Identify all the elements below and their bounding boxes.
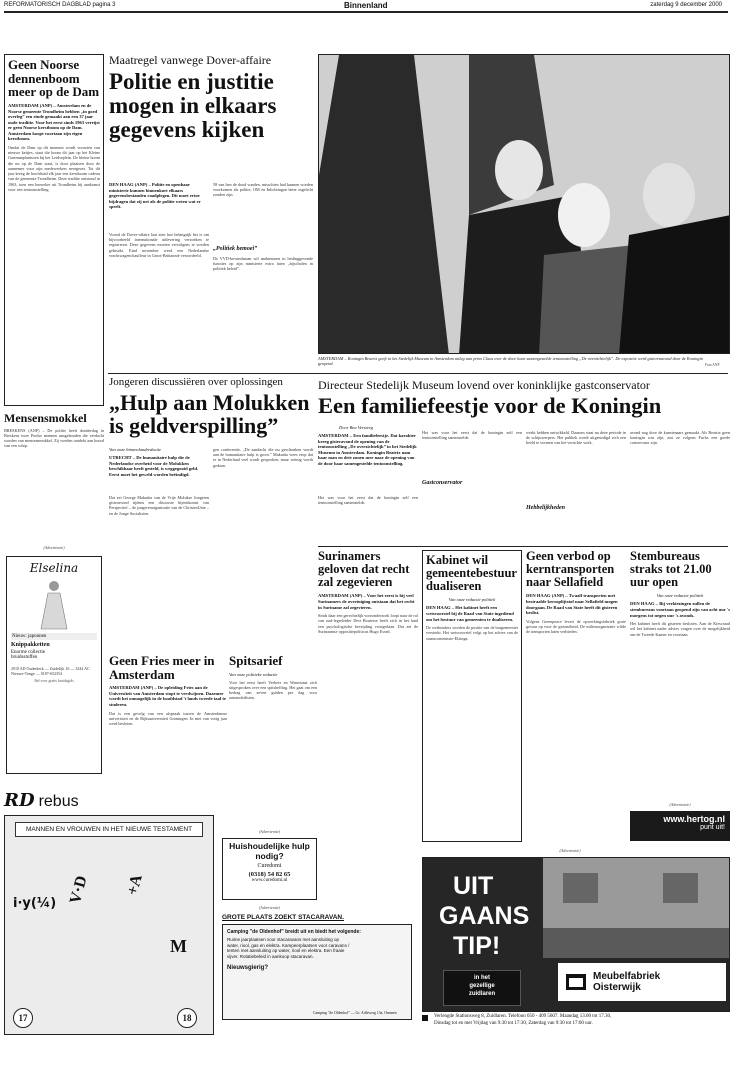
- spitsarief-article: [229, 654, 317, 824]
- politie-subhead: „Politiek bemoei”: [213, 246, 258, 252]
- elselina-brand: Elselina: [29, 561, 79, 575]
- hertog-tag: punt uit!: [700, 824, 725, 831]
- mensensmokkel-article: [4, 412, 104, 532]
- mensensmokkel-body: BRESKENS (ANP) – De politie heeft donderdag in Breskens twee Poolse mannen aangehouden die verdacht worden van mensensmokkel. Zij werden ontdekt aan boord van een schip.: [4, 427, 104, 449]
- bride-figure: [38, 579, 70, 631]
- rebus-puzzle: [4, 815, 214, 1035]
- meubel-headline-1: UIT: [453, 872, 494, 900]
- ad-meubel: [422, 857, 730, 1012]
- meubel-headline-2: GAANS: [439, 902, 530, 930]
- section-title: Binnenland: [344, 1, 388, 10]
- ad-label: (Advertentie): [43, 545, 65, 550]
- sellafield-body: Volgens Greenpeace levert de opwerkingsfabriek grote gevaar op voor de gezondheid. De milieuorganisatie wilde de transporten laten verbieden.: [526, 618, 626, 635]
- spitsarief-body: Voor het eerst heeft Verkeer en Waterstaat zich uitgesproken over een spitsheffing. Het gaat om een bedrag van zeven gulden per dag voor automobilisten.: [229, 679, 317, 701]
- museum-lead: AMSTERDAM – Een familiefeestje. Dat karakter kreeg gisteravond de opening van de tentoonstelling „De overzichtelijk” in het Stedelijk Museum in Amsterdam. Koningin Beatrix nam haar man en drie zonen mee naar de opening van de door haar samengestelde tentoonstelling.: [318, 433, 417, 466]
- rebus-glyph-1: i·y(¼): [13, 896, 57, 911]
- rebus-glyph-4: M: [170, 936, 187, 956]
- stembureaus-title: Stembureaus straks tot 21.00 uur open: [630, 549, 712, 590]
- section-rule-1: [108, 373, 728, 374]
- spitsarief-title: Spitsarief: [229, 653, 283, 668]
- kabinet-title: Kabinet wil gemeentebestuur dualiseren: [426, 553, 517, 594]
- elselina-line-1: Nieuw: japonnen: [11, 633, 97, 640]
- meubel-footer-1: Verlengde Stationsweg 8, Zuidlaren. Telefoon 050 - 409 5607. Maandag 13.00 tot 17.30,: [434, 1014, 612, 1019]
- curedomi-label: (Advertentie): [258, 829, 281, 834]
- meubel-sub-1: in het: [474, 975, 490, 981]
- elselina-line-3: Enorme collectie: [11, 650, 46, 655]
- meubel-photo-image: [543, 858, 730, 958]
- politie-col2b: De VVD-bewindsman wil ambtenaren in leidinggevende functies op zijn ministerie extra laten „bijscholen in politiek beleid”.: [213, 256, 313, 272]
- surinamers-article: [318, 550, 418, 840]
- surinamers-title: Surinamers geloven dat recht zal zegevieren: [318, 549, 410, 590]
- stacaravan-body: Ruime jaarplaatsen voor stacaravans met aansluiting op water, riool, gas en elektra. Kampeerplaatsen voor caravans / tenten met aansluiting op water, riool en elektra. Een fraaie vijver. Rotatiebeleid in aankoop stacaravan.: [227, 937, 350, 959]
- stacaravan-intro: Camping "de Oldenhof" breidt uit en biedt het volgende:: [227, 929, 361, 935]
- kabinet-lead: DEN HAAG – Het kabinet heeft een wetsvoorstel bij de Raad van State ingediend om het bestuur van gemeenten te dualiseren.: [426, 605, 514, 622]
- museum-kicker: Directeur Stedelijk Museum lovend over koninklijke gastconservator: [318, 378, 650, 392]
- noorse-title: Geen Noorse dennenboom meer op de Dam: [8, 57, 100, 100]
- page-header-left: REFORMATORISCH DAGBLAD pagina 3: [4, 2, 116, 8]
- museum-byline: Door Bea Versteeg: [339, 425, 373, 430]
- spitsarief-byline: Van onze politieke redactie: [229, 671, 278, 677]
- header-rule: [4, 11, 728, 13]
- molukken-title: „Hulp aan Molukken is geldverspilling”: [109, 390, 310, 439]
- sellafield-title: Geen verbod op kerntransporten naar Sellafield: [526, 549, 615, 590]
- curedomi-brand: Curedomi: [257, 863, 282, 869]
- elselina-line-2: Knippakketten: [11, 642, 50, 648]
- rebus-glyph-2: V·D: [66, 873, 91, 906]
- curedomi-url: www.curedomi.nl: [251, 878, 288, 883]
- politie-body: Vooral de Dover-affaire laat zien hoe belangrijk het is om bijvoorbeeld internationale uitlevering verzoeken te registreren. Deze gegevens moeten vervolgens te worden gebruikt. Eind november werd een Nederlandse vrachtwagenchauffeur in Groot-Brittannië veroordeeld.: [109, 232, 209, 258]
- kabinet-article: [422, 550, 522, 842]
- noorse-article: [4, 54, 104, 406]
- molukken-byline: Van onze binnenlandredactie: [109, 447, 162, 452]
- stembureaus-lead: DEN HAAG – Bij verkiezingen zullen de stembureaus voortaan geopend zijn van acht uur 's morgens tot negen uur 's avonds.: [630, 601, 731, 618]
- photo-credit: Foto ANP: [705, 363, 720, 367]
- stacaravan-title: GROTE PLAATS ZOEKT STACARAVAN.: [222, 914, 344, 921]
- rebus-number-17: 17: [13, 1008, 33, 1028]
- stacaravan-label: (Advertentie): [258, 905, 281, 910]
- fries-article: [109, 654, 227, 814]
- kabinet-body: De wethouders worden de positie van de burgemeester versterkt. Het wetsvoorstel volgt op het advies van de staatscommissie-Elzinga.: [426, 625, 518, 641]
- ad-stacaravan: [222, 914, 412, 1024]
- meubel-brand-2: Oisterwijk: [593, 982, 641, 993]
- politie-col2: 58 van hen de dood vonden, misschien had kunnen worden voorkomen als politie, OM en Inlichtingen beter ingelicht zouden zijn.: [213, 182, 313, 198]
- rebus-number-18: 18: [177, 1008, 197, 1028]
- stacaravan-contact: Camping "de Oldenhof" — Gr. Adlewerg 13a, Ommen: [313, 1011, 397, 1015]
- hertog-label: (Advertentie): [669, 802, 691, 807]
- stembureaus-article: [630, 550, 730, 800]
- museum-title: Een familiefeestje voor de Koningin: [318, 393, 662, 418]
- arrow-icon: [422, 1015, 428, 1021]
- meubel-sub-box: [443, 970, 521, 1006]
- museum-body: Het was voor het eerst dat de koningin zelf een tentoonstelling samenstelde.: [318, 495, 418, 506]
- meubel-label: (Advertentie): [559, 848, 581, 853]
- rd-logo: RD: [4, 790, 35, 811]
- politie-lead: DEN HAAG (ANP) – Politie en openbaar ministerie kunnen binnenkort elkaars gegevensbestanden raadplegen. Dit moet ertoe bijdragen dat zij net als de politie weten wat er speelt.: [109, 182, 201, 210]
- curedomi-phone: (0318) 54 82 65: [248, 871, 291, 878]
- elselina-line-4: bruidsstoffen: [11, 655, 38, 660]
- noorse-lead: AMSTERDAM (ANP) – Amsterdam en de Noorse gemeente Trondheim hebben „in goed overleg” een einde gemaakt aan een 37 jaar oude traditie. Voor het eerst sinds 1963 verrijst er geen Noorse kerstboom op de Dam. Amsterdam koopt voortaan zijn eigen kerstboom.: [8, 102, 100, 142]
- rebus-glyph-3: +A: [123, 872, 146, 898]
- museum-subhead-1: Gastconservator: [422, 480, 463, 486]
- stacaravan-box: [222, 924, 412, 1020]
- museum-subhead-2: Hebbelijkheden: [526, 505, 565, 511]
- museum-col2: Het was voor het eerst dat de koningin zelf een tentoonstelling samenstelde.: [422, 430, 522, 441]
- meubel-footer: [422, 1014, 730, 1027]
- sellafield-lead: DEN HAAG (ANP) – Twaalf transporten met bestraalde kernsplijtstof naar Sellafield mogen doorgaan. De Raad van State heeft dit gisteren beslist.: [526, 593, 618, 616]
- molukken-kicker: Jongeren discussiëren over oplossingen: [109, 376, 283, 388]
- museum-col4: avond nog door de kunstenaars gemaakt. Als Beatrix geen koningin was zijn, zou ze volgens Fuchs een goede conservator zijn.: [630, 430, 730, 446]
- meubel-brand: Meubelfabriek: [593, 971, 661, 982]
- photo-image: [319, 55, 730, 354]
- molukken-col2: gen conferentie, „De aandacht die nu geschonken wordt aan de humanitaire hulp is groot.” Makatita wees erop dat er in Nederland veel wordt gesproken, maar weinig wordt gedaan.: [213, 447, 313, 468]
- elselina-address: 2910 AD Ouderkerk — Zuidelijk 16 — 3244 AC Nieuwe-Tonge — 0187-652354: [11, 666, 90, 676]
- meubel-sub-3: zuidlaren: [468, 991, 496, 997]
- noorse-body: Omdat de Dam op dit moment wordt voorzien van nieuwe keitjes, staat die boom dit jaar op het Kleine Gartmanplantsoen bij het Leidseplein. De kleine boom die nu op de Dam staat, is door plaatsen door de aannemer voor zijn medewerkers neergezet. Tot dit jaar kreeg de hoofdstad elk jaar een kerstboom cadeau van de gemeente Trondheim. Deze traditie ontstond in 1963, toen een bezoeker uit Trondheim bij aankomst voor een tentoonstelling.: [8, 145, 100, 192]
- curedomi-title: Huishoudelijke hulp nodig?: [229, 841, 310, 861]
- page-header-date: zaterdag 9 december 2000: [650, 2, 722, 8]
- meubel-logo-area: [558, 963, 726, 1001]
- sellafield-article: [526, 550, 626, 800]
- hertog-url[interactable]: www.hertog.nl: [663, 814, 725, 824]
- photo-caption: AMSTERDAM – Koningin Beatrix geeft in het Stedelijk Museum in Amsterdam uitleg aan prins Claus over de door haar samengestelde tentoonstelling „De overzichtelijk”. De expositie werd gisterenavond door de Koningin geopend.: [318, 356, 703, 367]
- surinamers-lead: AMSTERDAM (ANP) – Voor het eerst is bij veel Surinamers de overtuiging ontstaan dat het recht in Suriname zal zegevieren.: [318, 593, 415, 610]
- meubel-headline-3: TIP!: [453, 932, 501, 960]
- ad-curedomi: [222, 838, 317, 900]
- molukken-lead: UTRECHT – De humanitaire hulp die de Nederlandse overheid voor de Molukken beschikbaar heeft gesteld, is weggegooid geld. Eerst moet het geweld worden beëindigd.: [109, 455, 199, 477]
- kabinet-byline: Van onze redactie politiek: [448, 597, 496, 603]
- elselina-note: Bel voor gratis bruidsgids: [34, 679, 74, 683]
- rebus-title: rebus: [38, 793, 79, 810]
- ad-hertog[interactable]: [630, 811, 730, 841]
- meubel-footer-2: Dinsdag tot en met Vrijdag van 9:30 tot 17:30, Zaterdag van 9:30 tot 17:00 uur.: [434, 1020, 593, 1026]
- meubel-photo: [543, 858, 730, 958]
- stembureaus-byline: Van onze redactie politiek: [656, 593, 704, 599]
- section-rule-2: [318, 546, 728, 547]
- stembureaus-body: Het kabinet heeft dit gisteren besloten. Aan de Kiescraad wil het kabinet nader advies vragen over de mogelijkheid om de Tweede Kamer en voortaan.: [630, 621, 730, 637]
- politie-kicker: Maatregel vanwege Dover-affaire: [109, 53, 272, 67]
- fries-lead: AMSTERDAM (ANP) – De opleiding Fries aan de Universiteit van Amsterdam stopt te verdwijnen. Daarmee wordt het onmogelijk in de hoofdstad 't lands tweede taal te studeren.: [109, 685, 226, 708]
- queen-photo: [318, 54, 730, 354]
- rebus-banner: MANNEN EN VROUWEN IN HET NIEUWE TESTAMENT: [15, 822, 203, 837]
- meubel-sub-2: gezellige: [469, 983, 495, 989]
- surinamers-body: Sinds daar een gerechtelijk vooronderzoek loopt naar de rol van oud-legerleider Desi Bouterse heeft zich in het land een psychologische bevrijding voorgedaan. Dat zei de Surinaamse oppositiepoliticus Hugo Essed.: [318, 613, 418, 634]
- rebus-section: [4, 790, 214, 1045]
- stacaravan-cta: Nieuwsgierig?: [227, 965, 269, 972]
- museum-col3: werkt hebben ontwikkeld. Daarom staat nu deze periode in de schijnwerpers. Het publiek wordt uitgenodigd zich een beeld te vormen van het verrichte werk.: [526, 430, 626, 446]
- fries-title: Geen Fries meer in Amsterdam: [109, 653, 215, 682]
- meubel-logo-icon: [564, 970, 588, 994]
- fries-body: Dat is een gevolg van een afspraak tussen de Amsterdamse universiteit en de Rijksuniversiteit Groningen. In mei van vorig jaar werd besloten.: [109, 710, 227, 727]
- ad-elselina: [6, 556, 102, 774]
- mensensmokkel-title: Mensensmokkel: [4, 411, 87, 425]
- molukken-body: Dat zei George Makatita van de Vrije Molukse Jongeren gisteravond tijdens een discussie bijeenkomst van Perspectief – de jongerenorganisatie van de ChristenUnie – en de Jonge Socialisten.: [109, 495, 209, 516]
- politie-title: Politie en justitie mogen in elkaars gegevens kijken: [109, 69, 277, 143]
